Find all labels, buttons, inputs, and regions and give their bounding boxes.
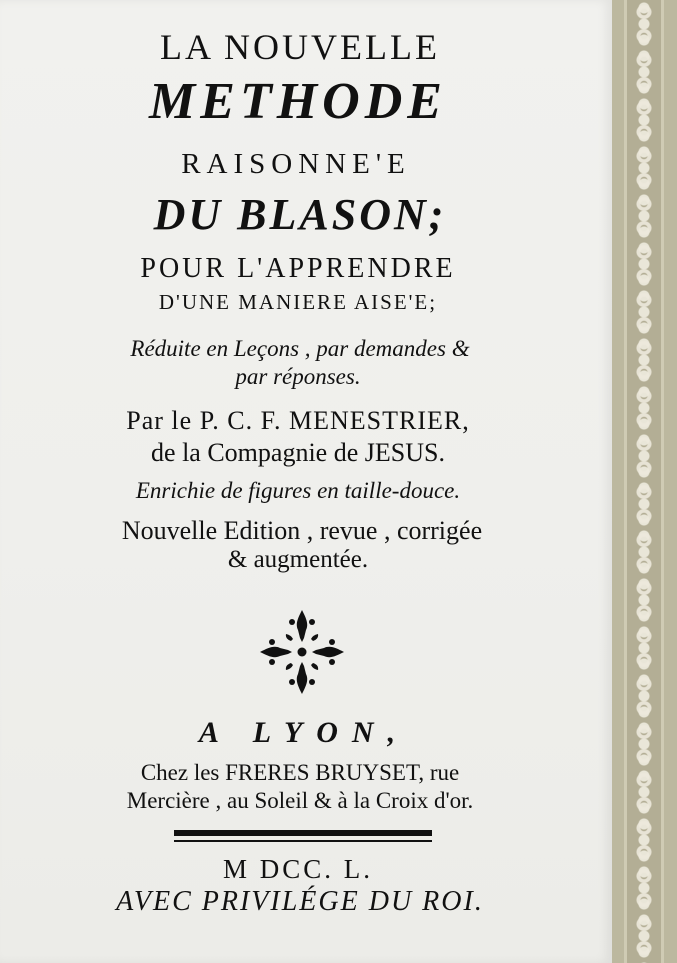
author-affiliation: de la Compagnie de JESUS. [151, 438, 445, 467]
imprint-city: A LYON, [198, 716, 410, 749]
title-line-methode: METHODE [149, 73, 447, 130]
divider-rule-thin [174, 840, 432, 842]
illustrations-note: Enrichie de figures en taille-douce. [135, 478, 461, 503]
edition-line-1: Nouvelle Edition , revue , corrigée [121, 516, 483, 545]
divider-rule-thick [174, 830, 432, 836]
author-line: Par le P. C. F. MENESTRIER, [126, 406, 470, 435]
decorative-border [612, 0, 677, 963]
border-pattern [624, 0, 664, 963]
imprint-publisher: Chez les FRERES BRUYSET, rue [140, 760, 460, 785]
publication-date: M DCC. L. [222, 854, 374, 884]
title-line-du-blason: DU BLASON; [153, 190, 447, 239]
title-line-la-nouvelle: LA NOUVELLE [160, 27, 440, 67]
royal-privilege: AVEC PRIVILÉGE DU ROI. [116, 886, 484, 917]
fleuron-cross-icon [254, 604, 350, 700]
edition-line-2: & augmentée. [227, 546, 369, 573]
subtitle-line-maniere-aisee: D'UNE MANIERE AISE'E; [158, 290, 438, 314]
description-line-2: par réponses. [235, 364, 361, 389]
subtitle-line-pour-lapprendre: POUR L'APPRENDRE [140, 253, 456, 284]
title-line-raisonnee: RAISONNE'E [181, 148, 411, 180]
imprint-address: Mercière , au Soleil & à la Croix d'or. [126, 788, 474, 813]
description-line-1: Réduite en Leçons , par demandes & [130, 336, 470, 361]
